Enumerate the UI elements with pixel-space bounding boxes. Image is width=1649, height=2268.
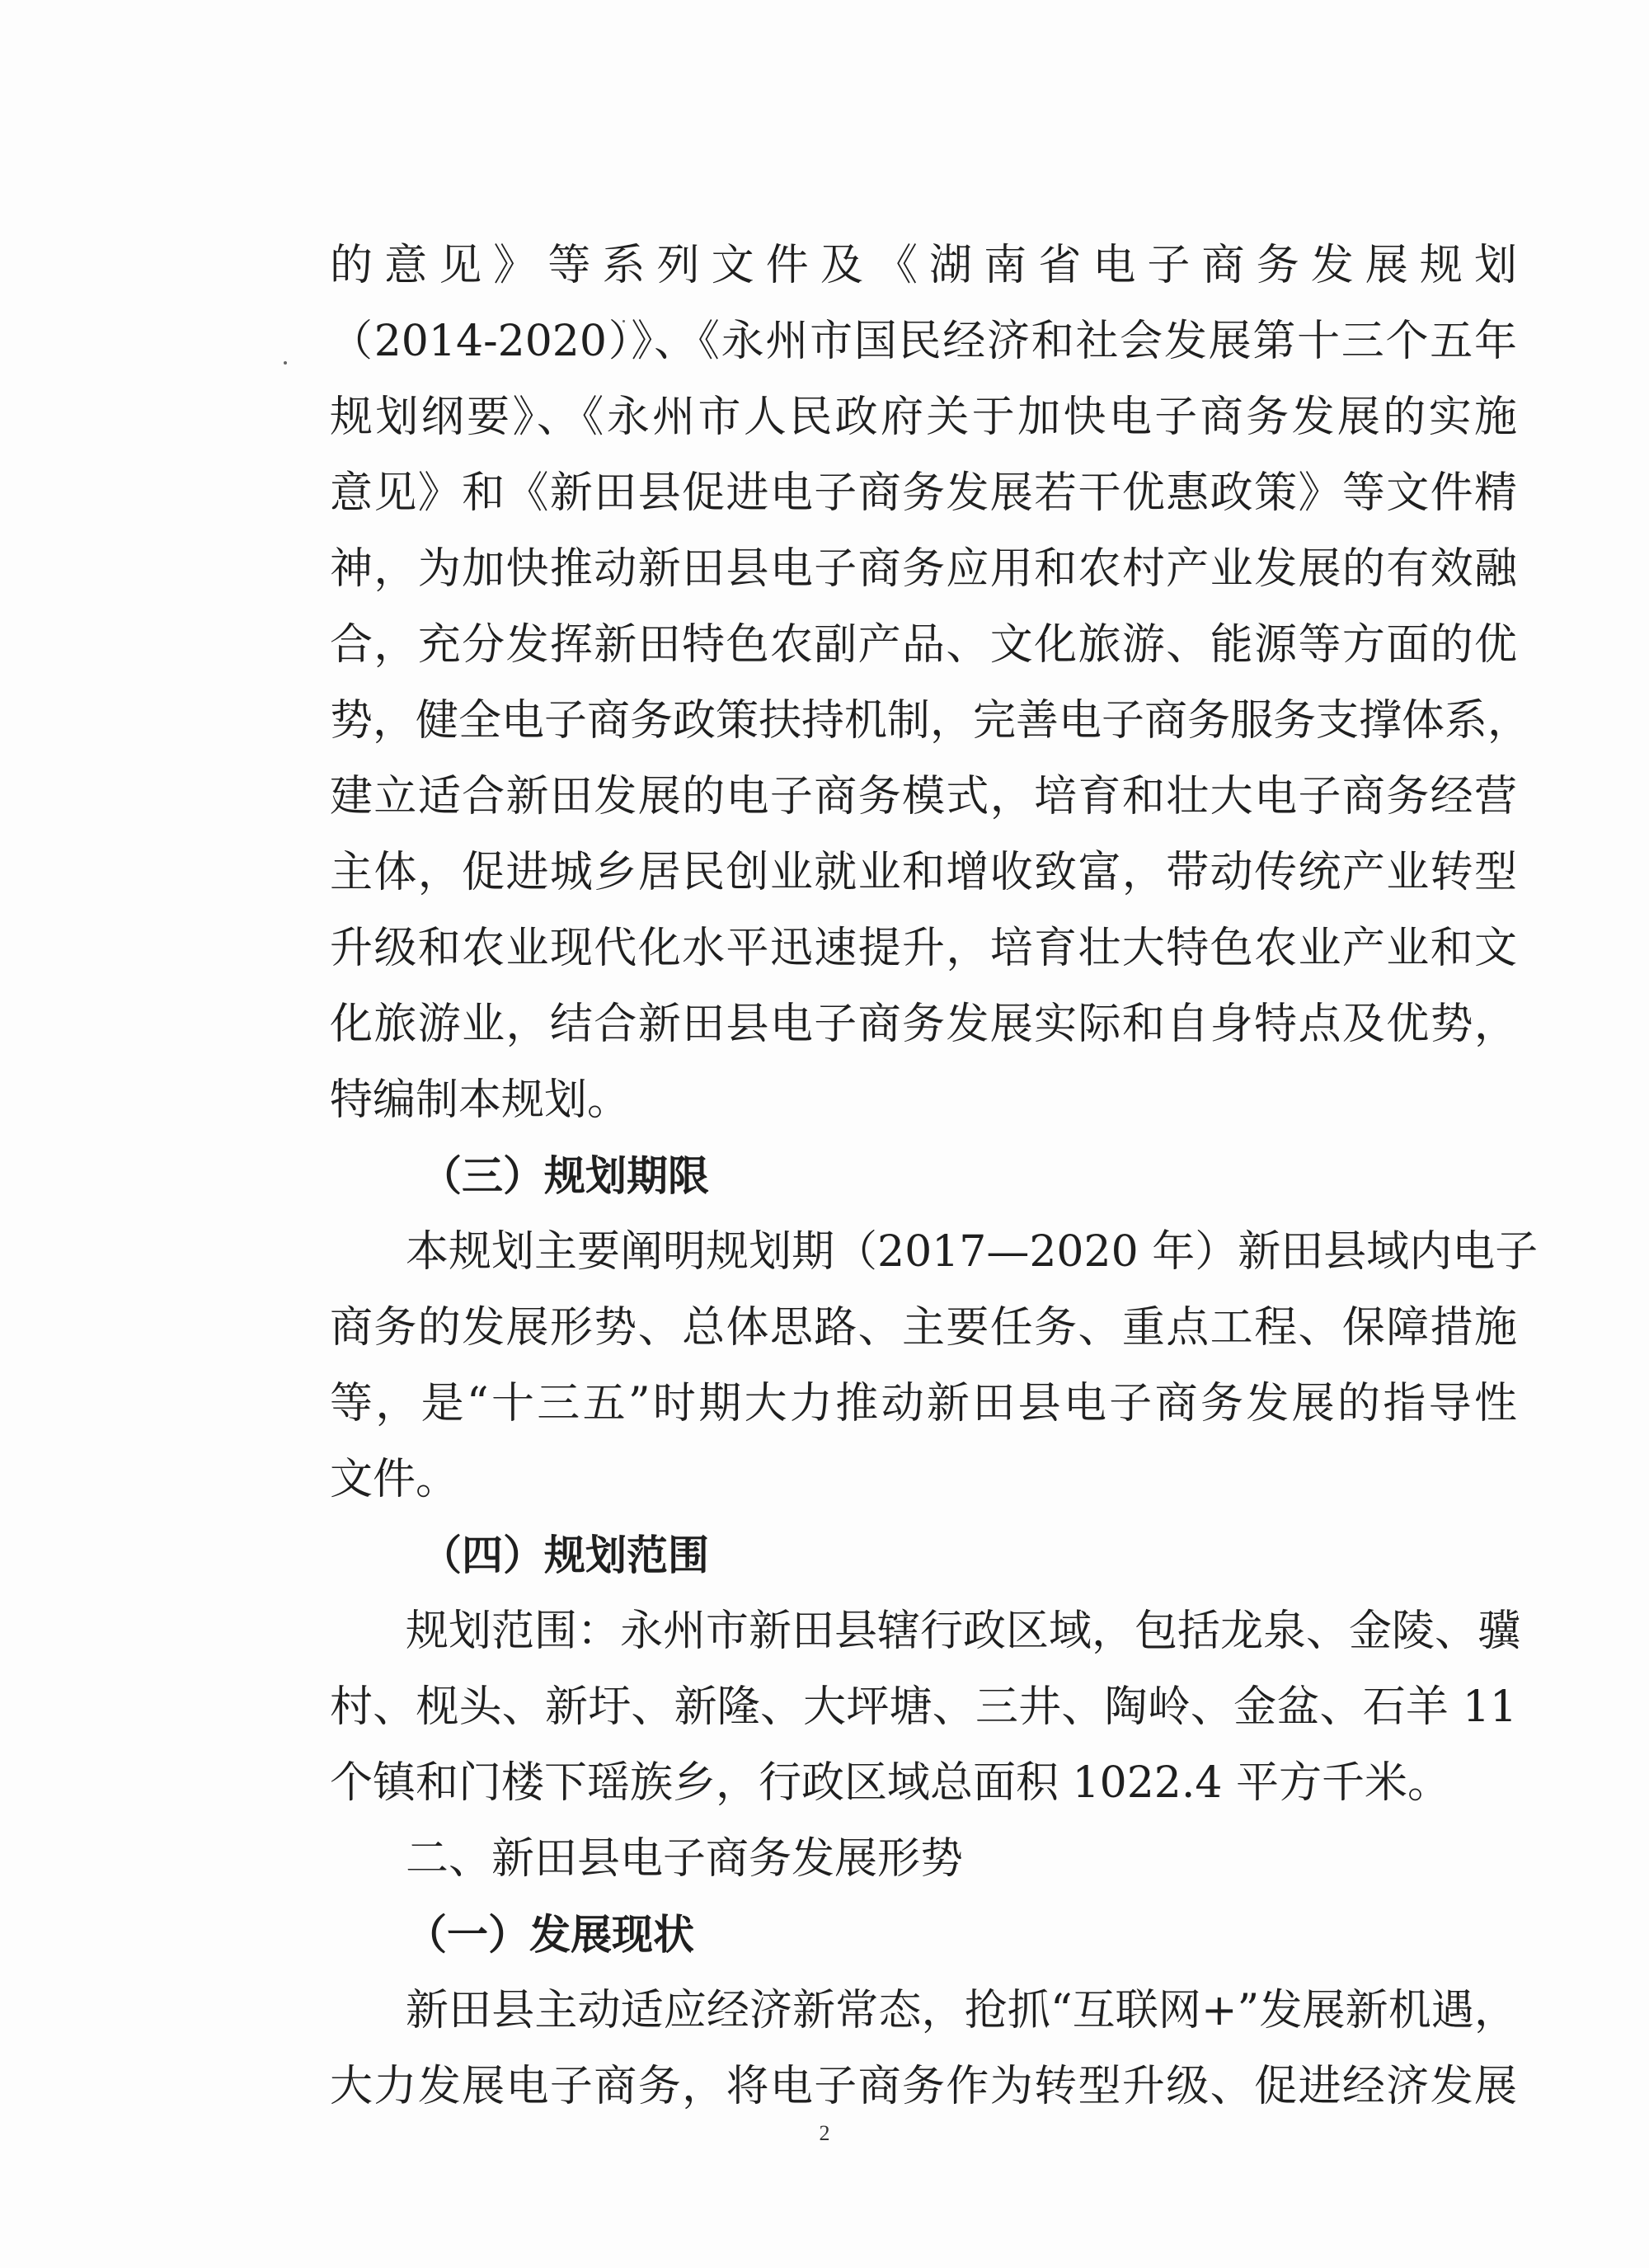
paragraph-line: 神，为加快推动新田县电子商务应用和农村产业发展的有效融 <box>330 544 1517 594</box>
paragraph-line: 大力发展电子商务，将电子商务作为转型升级、促进经济发展 <box>330 2062 1517 2111</box>
paragraph-line: 化旅游业，结合新田县电子商务发展实际和自身特点及优势， <box>330 1000 1517 1049</box>
paragraph-line: 升级和农业现代化水平迅速提升，培育壮大特色农业产业和文 <box>330 924 1517 973</box>
paragraph-line: 合，充分发挥新田特色农副产品、文化旅游、能源等方面的优 <box>330 620 1517 670</box>
paragraph-line: 文件。 <box>330 1455 459 1504</box>
paragraph-line: 等，是“十三五”时期大力推动新田县电子商务发展的指导性 <box>330 1379 1517 1428</box>
section-heading: （三）规划期限 <box>420 1152 709 1200</box>
paragraph-line: 个镇和门楼下瑶族乡，行政区域总面积 1022.4 平方千米。 <box>330 1758 1451 1808</box>
paragraph-line: 建立适合新田发展的电子商务模式，培育和壮大电子商务经营 <box>330 772 1517 821</box>
paragraph-line: 规划范围：永州市新田县辖行政区域，包括龙泉、金陵、骥 <box>406 1607 1521 1656</box>
paragraph-line: 的意见》等系列文件及《湖南省电子商务发展规划 <box>330 241 1517 290</box>
chapter-heading: 二、新田县电子商务发展形势 <box>406 1834 964 1884</box>
paragraph-line: 本规划主要阐明规划期（2017—2020 年）新田县域内电子 <box>406 1227 1539 1277</box>
paragraph-line: 意见》和《新田县促进电子商务发展若干优惠政策》等文件精 <box>330 468 1517 518</box>
paragraph-line: 特编制本规划。 <box>330 1075 631 1125</box>
paragraph-line: 规划纲要》、《永州市人民政府关于加快电子商务发展的实施 <box>330 393 1517 442</box>
paragraph-line: 村、枧头、新圩、新隆、大坪塘、三井、陶岭、金盆、石羊 11 <box>330 1682 1517 1732</box>
paragraph-line: 势，健全电子商务政策扶持机制，完善电子商务服务支撑体系， <box>330 696 1531 746</box>
paragraph-line: （2014-2020）》、《永州市国民经济和社会发展第十三个五年 <box>330 317 1517 366</box>
paragraph-line: 主体，促进城乡居民创业就业和增收致富，带动传统产业转型 <box>330 848 1517 897</box>
paragraph-line: 商务的发展形势、总体思路、主要任务、重点工程、保障措施 <box>330 1303 1517 1353</box>
page-number: 2 <box>819 2121 830 2145</box>
paragraph-line: 新田县主动适应经济新常态，抢抓“互联网+”发展新机遇， <box>406 1986 1517 2035</box>
section-heading: （一）发展现状 <box>406 1911 694 1959</box>
section-heading: （四）规划范围 <box>420 1532 709 1579</box>
scan-speck <box>284 361 287 365</box>
